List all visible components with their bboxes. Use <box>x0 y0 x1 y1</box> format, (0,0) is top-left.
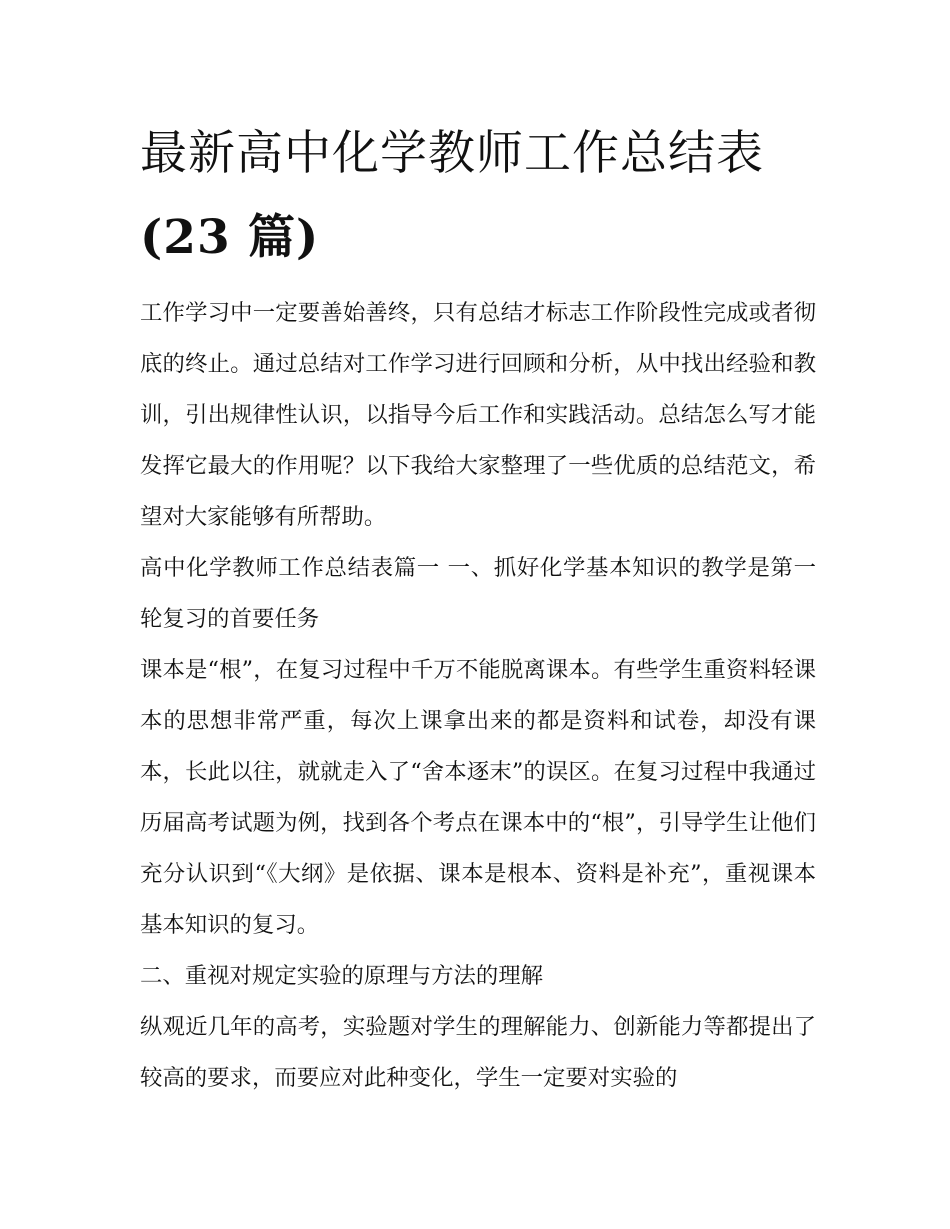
section-1-body: 课本是“根”，在复习过程中千万不能脱离课本。有些学生重资料轻课本的思想非常严重，每次上课拿出来的都是资料和试卷，却没有课本，长此以往，就就走入了“舍本逐末”的误区。在复习过程中我通过历届高考试题为例，找到各个考点在课本中的“根”，引导学生让他们充分认识到“《大纲》是依据、课本是根本、资料是补充”，重视课本基本知识的复习。 <box>140 657 816 938</box>
section-2-heading: 二、重视对规定实验的原理与方法的理解 <box>140 963 544 989</box>
intro-paragraph: 工作学习中一定要善始善终，只有总结才标志工作阶段性完成或者彻底的终止。通过总结对工作学习进行回顾和分析，从中找出经验和教训，引出规律性认识，以指导今后工作和实践活动。总结怎么写才能发挥它最大的作用呢？以下我给大家整理了一些优质的总结范文，希望对大家能够有所帮助。 <box>140 300 816 530</box>
section-2-body: 纵观近几年的高考，实验题对学生的理解能力、创新能力等都提出了较高的要求，而要应对此种变化，学生一定要对实验的 <box>140 1014 816 1091</box>
document-page <box>140 112 816 1104</box>
document-title <box>140 112 816 280</box>
section-1-heading: 高中化学教师工作总结表篇一 一、抓好化学基本知识的教学是第一轮复习的首要任务 <box>140 555 816 632</box>
title-line-2: (23 篇) <box>140 210 320 265</box>
title-line-1: 最新高中化学教师工作总结表 <box>140 126 764 181</box>
